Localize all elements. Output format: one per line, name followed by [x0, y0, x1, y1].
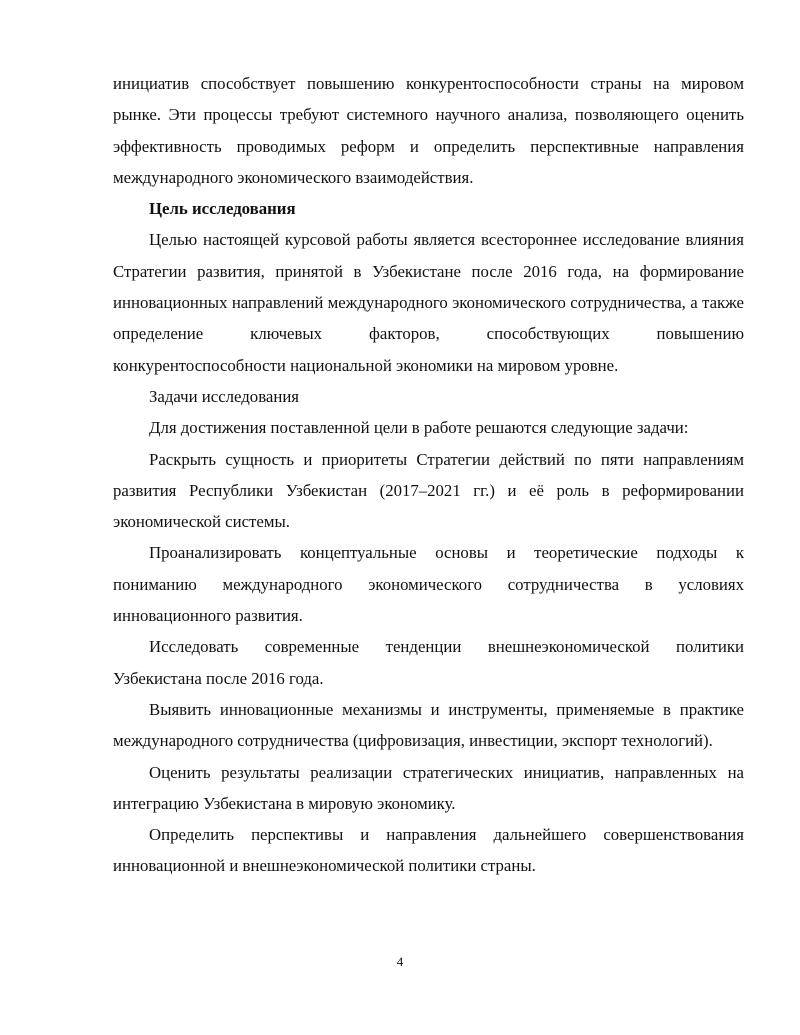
section-heading-goal: Цель исследования	[149, 199, 296, 219]
task-item-5: Оценить результаты реализации стратегических инициатив, направленных на интеграцию Узбекистана в мировую экономику.	[113, 762, 744, 813]
paragraph-tasks-intro: Для достижения поставленной цели в работе решаются следующие задачи:	[149, 418, 689, 438]
task-item-6: Определить перспективы и направления дальнейшего совершенствования инновационной и внешнеэкономической политики страны.	[113, 825, 744, 876]
section-heading-tasks: Задачи исследования	[149, 386, 300, 406]
paragraph-continuation: инициатив способствует повышению конкурентоспособности страны на мировом рынке. Эти процессы требуют системного научного анализа, позволяющего оценить эффективность проводимых реформ и определить перспективные направления международного экономического взаимодействия.	[113, 74, 744, 187]
task-item-3: Исследовать современные тенденции внешнеэкономической политики Узбекистана после 2016 года.	[113, 637, 744, 688]
task-item-1: Раскрыть сущность и приоритеты Стратегии действий по пяти направлениям развития Республики Узбекистан (2017–2021 гг.) и её роль в реформировании экономической системы.	[113, 449, 744, 532]
document-body	[113, 68, 744, 882]
task-item-2: Проанализировать концептуальные основы и теоретические подходы к пониманию международного экономического сотрудничества в условиях инновационного развития.	[113, 543, 744, 626]
page-number: 4	[396, 954, 404, 969]
paragraph-goal: Целью настоящей курсовой работы является всестороннее исследование влияния Стратегии развития, принятой в Узбекистане после 2016 года, на формирование инновационных направлений международного экономического сотрудничества, а также определение ключевых факторов, способствующих повышению конкурентоспособности национальной экономики на мировом уровне.	[113, 230, 744, 375]
task-item-4: Выявить инновационные механизмы и инструменты, применяемые в практике международного сотрудничества (цифровизация, инвестиции, экспорт технологий).	[113, 699, 744, 751]
